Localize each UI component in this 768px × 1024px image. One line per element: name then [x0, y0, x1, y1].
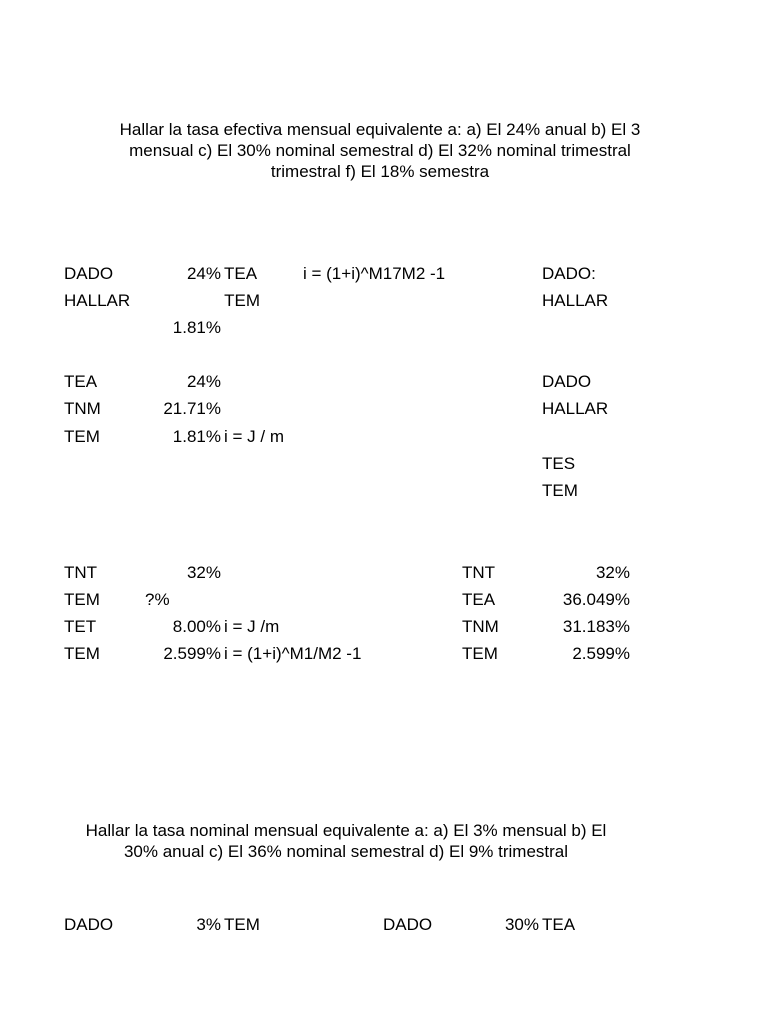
- hallar-unit: TEM: [224, 291, 260, 310]
- block-e-dado2-value: 30%: [504, 915, 539, 934]
- block-c-row-2-label: TEM: [64, 590, 100, 609]
- right-hallar-2: HALLAR: [542, 399, 609, 418]
- block-d-row-2-label: TEA: [462, 590, 496, 609]
- tea-label: TEA: [64, 372, 98, 391]
- problem-1-line-2: mensual c) El 30% nominal semestral d) El 32% nominal trimestral: [129, 141, 631, 160]
- block-c-row-3-note: i = J /m: [224, 617, 280, 636]
- tem-label: TEM: [64, 427, 100, 446]
- problem-1-line-1: Hallar la tasa efectiva mensual equivalente a: a) El 24% anual b) El 3: [119, 120, 641, 139]
- block-d-row-4-value: 2.599%: [572, 644, 630, 663]
- block-d-row-4-label: TEM: [462, 644, 498, 663]
- block-e-dado2-label: DADO: [383, 915, 433, 934]
- block-d-row-1-label: TNT: [462, 563, 496, 582]
- block-c-row-1-label: TNT: [64, 563, 98, 582]
- block-c-row-1-value: 32%: [186, 563, 221, 582]
- block-c-row-3-value: 8.00%: [172, 617, 221, 636]
- block-d-row-2-value: 36.049%: [562, 590, 630, 609]
- dado-unit: TEA: [224, 264, 258, 283]
- block-d-row-3-value: 31.183%: [562, 617, 630, 636]
- block-c-row-4-value: 2.599%: [163, 644, 221, 663]
- problem-2-statement: [64, 820, 628, 862]
- right-dado-2: DADO: [542, 372, 592, 391]
- tem-value: 1.81%: [172, 427, 221, 446]
- right-tes: TES: [542, 454, 576, 473]
- block-c-row-4-label: TEM: [64, 644, 100, 663]
- block-c-row-2-value: ?%: [145, 590, 170, 609]
- problem-1-line-3: trimestral f) El 18% semestra: [270, 162, 490, 181]
- formula-conversion: i = (1+i)^M17M2 -1: [303, 264, 446, 283]
- right-dado-1: DADO:: [542, 264, 596, 283]
- tnm-value: 21.71%: [163, 399, 221, 418]
- formula-nominal: i = J / m: [224, 427, 284, 446]
- problem-2-line-1: Hallar la tasa nominal mensual equivalente a: a) El 3% mensual b) El: [85, 821, 607, 840]
- tea-value: 24%: [186, 372, 221, 391]
- dado-value: 24%: [186, 264, 221, 283]
- problem-2-line-2: 30% anual c) El 36% nominal semestral d) El 9% trimestral: [123, 842, 569, 861]
- hallar-label: HALLAR: [64, 291, 131, 310]
- right-tem: TEM: [542, 481, 578, 500]
- block-c-row-3-label: TET: [64, 617, 97, 636]
- block-c-row-4-note: i = (1+i)^M1/M2 -1: [224, 644, 362, 663]
- problem-1-statement: [64, 119, 696, 182]
- dado-label: DADO: [64, 264, 114, 283]
- tnm-label: TNM: [64, 399, 101, 418]
- block-e-dado-label: DADO: [64, 915, 114, 934]
- right-hallar-1: HALLAR: [542, 291, 609, 310]
- result-value: 1.81%: [172, 318, 221, 337]
- block-d-row-3-label: TNM: [462, 617, 499, 636]
- block-d-row-1-value: 32%: [595, 563, 630, 582]
- block-e-dado-value: 3%: [196, 915, 221, 934]
- block-e-dado-unit: TEM: [224, 915, 260, 934]
- block-e-dado2-unit: TEA: [542, 915, 576, 934]
